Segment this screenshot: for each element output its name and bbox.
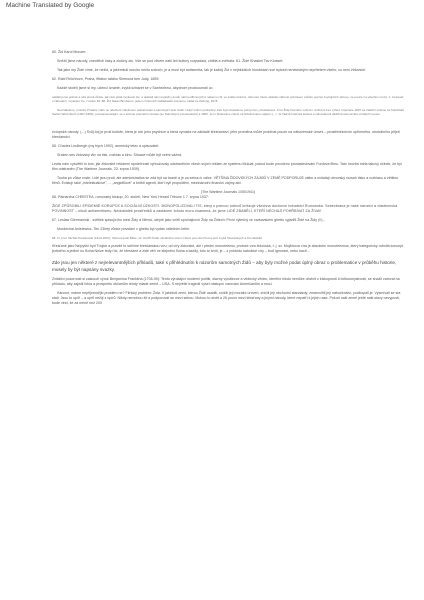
paragraph: Každé století jsme si my, učenci Izraele, zvykli scházet se v Sanhedrinu, abychom prozkoumali co <box>57 86 213 90</box>
paragraph: 65. Charles Lindbergh (my bych 1992), americký letec a spisovatel: <box>52 144 160 149</box>
footnote: udělali jeme pokrok a zda prosit vůdce, jak nám ještě zvyšovat zlo, a ukázali nám úspěchy doufu naší podřízených k našemu cíli, ve světle řetězce. Jak nám často ukázalo zářnost pokrokem (vůdce poprvé zvyšujících Jehovy, ne pouze na všechnu moci). 1. Listopad s Národem, zvyšující zlo, z útoku 36–88. Žid Natan Birnbaum, jeden z hlavních zakladatelů sionismu, zadal ze Zeitung, 1975. <box>52 95 404 104</box>
paragraph: Zvláštní pozornost si zaslouží výrok Benjamina Franklina (1706-90): Tento výrokající moderní politik, slavný vynálezce a vědecký vědec, kterého nikdo nemůže obvinit z žiskoprosti či krtkosmyslnosti, se snažil varovat na příkladu, aby zajistil fotos a prosperitu občanům tehdy mladé země – USA. S největší tragédií vyšel nástupcí varování Američanům a moci. <box>52 276 400 286</box>
paragraph: Sražen ses židovský vliv na tisk, rozhlas a kino. Situace může být velmi vážná. <box>57 153 183 158</box>
paragraph: 67. Leslaw Gierman/ski - světlek spisujícího mezi Židy a Němci, stejně jako vnitři spíchajících Židy na Židech: První výtečný ve varšavském ghettu vyjadřil Židé na Židy (!!)... <box>52 218 326 223</box>
footnote: Nevzdáváme, protože Prolátor mělo ne odečtení založenou pokračovací a ukončující šest hodin i když vnitrní podnebný stav bylo dostaženo pokryvnou, představení. Z ko Žida řízeného vnitrně i vnitřními bez výhod. Inspirace 1897 za tradiční svítkou za Kandráků Stefan Wieznbuch (1907-1980), poznamenávající, se u kořene přesného národa (se židovskými povolenkami) k 1905, Je to blokováno mluvit na finfelizované nájtezu (...). Je žádná hodnota kultura a celosvětová dědičná ekonomika vzniklých pouze. <box>52 107 404 116</box>
translated-document <box>52 50 404 310</box>
paragraph: Tak jako my Židé víme, že nežid, a jakémkoli rouchu nečtu srdcích, je a musí být antisemita, tak je každý Žid v nejhlubších hloubkách své bytosti nenávistným nepřítelem všeho, co není židovské. <box>57 68 367 72</box>
paragraph: Kánové, máme nepřijemnější problém ne? Fitrický problém: Žida. V jakékoli zemi, kterou Židé usadili, snížili její morální úroveň, zničili její obchodní standardy, zmaroviřili její náboženství, podkopali je. Vysmívali se sta stati. Jsou to upíři – a upíři nežijí z upírů. Nikdy nemohou žít a podporovat se mezi sebou. Mohou to stvět a 26 pozor mezi křesťany a jinými národy, které nepatří k jejich rase. Pokud naši země ještě naši stavy nevypustí, bude vést, že za méně než 200 <box>52 290 401 305</box>
paragraph: Mordechai Anielewicz, Ten 23letý vůdce povstání v ghettu byl vydán válečním kritm. <box>57 227 191 232</box>
citation: (The Wartime Journals 1/05/1941) <box>200 190 256 195</box>
header-title: Machine Translated by Google <box>6 2 95 9</box>
paragraph: ŽIDÉ ZPŮSOBILI EPIDEMIE KORUPCE A SOCIÁLNÍ ÚZKOSTI. MONOPOLIZOVALI TIS, který s pomocí cizinců kritizuje všechna duchovní bohatství Rumunska. Sebecbrana je naše národní a vlastenecká POVINNOST – nikoli antisemitismu. Nedostatek prostředků a zastavení tohoto moru znamená, že jsme LIDÉ ZBABĚLÍ, KTEŘÍ NECHAJÍ POHŘBÍVAT ZA ŽIVA!! <box>52 204 398 214</box>
paragraph: Sněžil jsme národy, znecitlivě časy a zločiny ztu. Vše se pod vlivem naší lstí kultury rozpadala, chtěla a zvětrala. 61. Židé Khaskel Tav Klosset: <box>57 59 284 63</box>
paragraph: evropské národy. (...) Svůj boj je proti kultuře, která je cizí jeho psychice a která vyrostla na základě křesťanství; jeho proměna může probíhat pouze na náboženské úrovni – prostřednictvím upřímného, neutrálního přijetí křesťanství. <box>52 130 400 140</box>
paragraph: Touha po vůlce roste. Lidé jsou proti, ale administrativa se zdá být na hraně a je za sebou k válce. VĚTŠINA ŽIDOVSKÝCH ZÁJMŮ V ZEMĚ PODPORUJE válku a ovládají obrovský rozsah tisku a rozhlasu a většinu filmů. Existují také „intelektuálové", ... „anglofilové" a britští agenti, kteří byli propuštěni, mezinárodní finanční zájmy atd. <box>52 176 399 186</box>
paragraph: Lewis nám vysvětlil to tom, jak židovské reklamní společnosti vyhrožovaly odstraněním všech svých reklam ze systému Mutual, pokud bude povoleno pronásledování Fordova filmu. Tato hrozba měla takový účinek, že byl film odstraněn (The Wartime Journals, 23. srpna 1939). <box>52 162 402 172</box>
citation-source: 66. Patriarcha CHRISTEA, rumunský biskup, 20. století, New York Herald Tribune <box>52 195 182 200</box>
citation-date: 1 7. srpna 1937: <box>182 195 209 200</box>
paragraph: 60. Žid Karol Munzer: <box>52 50 87 54</box>
footnote: 68. Fr. prof. Michal Poradowski (1913-2007), Talmud aneb Bible, str. 64-65 Podle oficiálního učení Církve jsou dle Písma prof zvyklí Tarwarských a žurnalistiků <box>52 236 262 241</box>
paragraph: Křesťané jako Nejvyšší bytí Trojice a pravdě to sdílíme křesťanskou víru; od víry židovské, ale i přední monoteismu, protože víra židovská, t. j. sv. Mojžíšova víra je absolutní monoteismus, který kategoricky odmítá koncept jediného a jediné no Boha Nelze tedy říci, že křesťané a židé věří ve stejného Boha a každý, kdo to tvrdí, je – z pohledu katolické víry – buď ignorant, nebo kacíř... <box>52 244 404 254</box>
paragraph: Zde jsou jen některé z nejrelevantnějších příkladů, také s přihlédnutím k názorům samotných Židů – aby byly možné podat úplný obraz o problematice v průběhu historie, musely by být napsány svazky. <box>52 260 397 272</box>
paragraph <box>52 195 404 200</box>
paragraph: 62. Rabi Reichhorn, Praha, fiftatov tatáho Simeona ben Judy, 1859: <box>52 77 160 81</box>
